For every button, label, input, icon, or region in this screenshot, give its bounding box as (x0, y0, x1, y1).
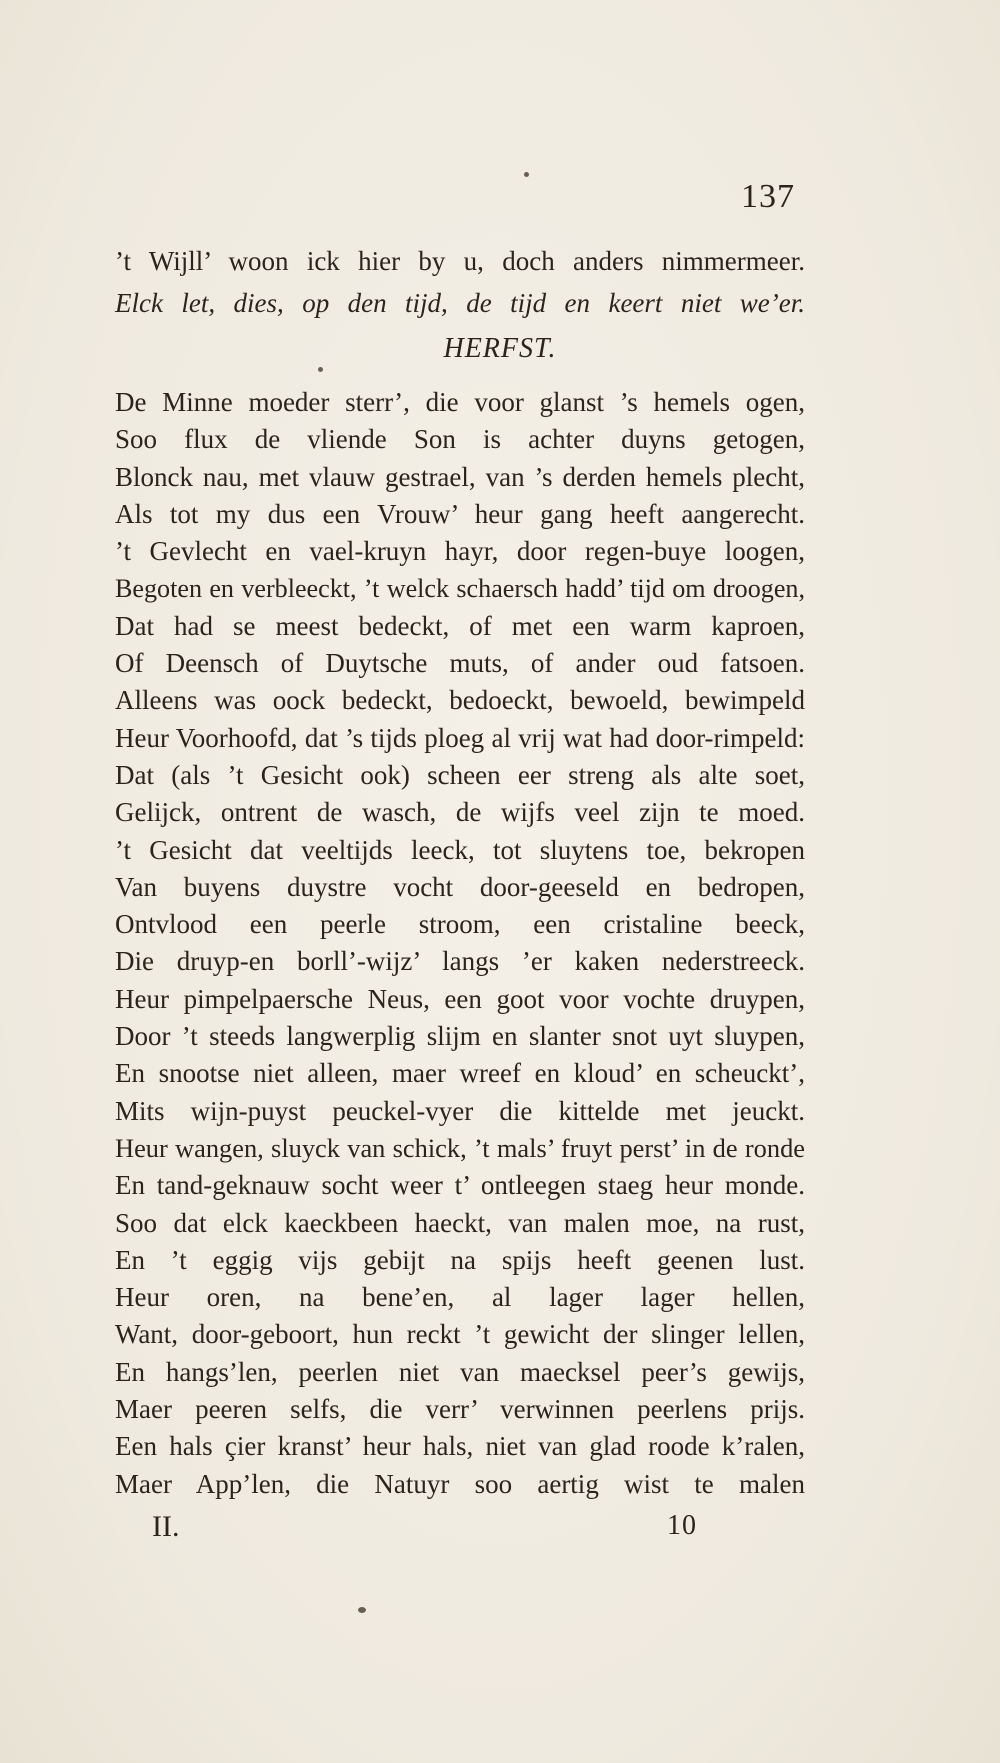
verse-line: Mits wijn-puyst peuckel-vyer die kittelde met jeuckt. (115, 1095, 805, 1126)
ink-speck (358, 1607, 366, 1613)
ink-speck (318, 367, 323, 372)
verse-line: Alleens was oock bedeckt, bedoeckt, bewoeld, bewimpeld (115, 685, 805, 716)
ink-speck (524, 172, 529, 177)
verse-line: Ontvlood een peerle stroom, een cristaline beeck, (115, 909, 805, 940)
verse-line: Die druyp-en borll’-wijz’ langs ’er kaken nederstreeck. (115, 946, 805, 977)
verse-line: En ’t eggig vijs gebijt na spijs heeft geenen lust. (115, 1244, 805, 1275)
verse-line: Soo dat elck kaeckbeen haeckt, van malen moe, na rust, (115, 1207, 805, 1238)
verse-line: ’t Gevlecht en vael-kruyn hayr, door regen-buye loogen, (115, 536, 805, 567)
verse-line: De Minne moeder sterr’, die voor glanst ’s hemels ogen, (115, 387, 805, 417)
verse-line: En snootse niet alleen, maer wreef en kloud’ en scheuckt’, (115, 1058, 805, 1089)
verse-line: Dat (als ’t Gesicht ook) scheen eer streng als alte soet, (115, 759, 805, 790)
catchword: 10 (667, 1510, 697, 1541)
verse-line: Of Deensch of Duytsche muts, of ander oud fatsoen. (115, 648, 805, 679)
verse-line: En hangs’len, peerlen niet van maecksel peer’s gewijs, (115, 1356, 805, 1387)
verse-line: Maer App’len, die Natuyr soo aertig wist te malen (115, 1468, 805, 1499)
verse-line: ’t Gesicht dat veeltijds leeck, tot sluytens toe, bekropen (115, 834, 805, 865)
verse-line: Een hals çier kranst’ heur hals, niet van glad roode k’ralen, (115, 1431, 805, 1462)
verse-line: Heur pimpelpaersche Neus, een goot voor vochte druypen, (115, 983, 805, 1014)
verse-line: En tand-geknauw socht weer t’ ontleegen staeg heur monde. (115, 1170, 805, 1201)
verse-line: Heur wangen, sluyck van schick, ’t mals’ fruyt perst’ in de ronde (115, 1132, 805, 1163)
prelude-line: ’t Wijll’ woon ick hier by u, doch anders nimmermeer. (115, 246, 805, 276)
verse-line: Want, door-geboort, hun reckt ’t gewicht der slinger lellen, (115, 1319, 805, 1350)
verse-line: Heur oren, na bene’en, al lager lager hellen, (115, 1282, 805, 1313)
verse-line: Als tot my dus een Vrouw’ heur gang heeft aangerecht. (115, 498, 805, 529)
prelude-line: Elck let, dies, op den tijd, de tijd en keert niet we’er. (115, 288, 805, 318)
prelude-lines (115, 240, 805, 324)
page-number: 137 (741, 178, 795, 215)
verse-line: Van buyens duystre vocht door-geeseld en bedropen, (115, 871, 805, 902)
section-title: HERFST. (443, 333, 557, 364)
verse-line: Gelijck, ontrent de wasch, de wijfs veel zijn te moed. (115, 797, 805, 828)
verse-line: Begoten en verbleeckt, ’t welck schaersch hadd’ tijd om droogen, (115, 574, 805, 604)
verse-line: Heur Voorhoofd, dat ’s tijds ploeg al vrij wat had door-rimpeld: (115, 722, 805, 753)
verse-line: Blonck nau, met vlauw gestrael, van ’s derden hemels plecht, (115, 461, 805, 492)
verse-block (115, 384, 805, 1503)
signature-mark: II. (152, 1510, 180, 1543)
verse-line: Soo flux de vliende Son is achter duyns getogen, (115, 424, 805, 455)
verse-line: Dat had se meest bedeckt, of met een warm kaproen, (115, 610, 805, 641)
verse-line: Maer peeren selfs, die verr’ verwinnen peerlens prijs. (115, 1394, 805, 1425)
verse-line: Door ’t steeds langwerplig slijm en slanter snot uyt sluypen, (115, 1021, 805, 1052)
